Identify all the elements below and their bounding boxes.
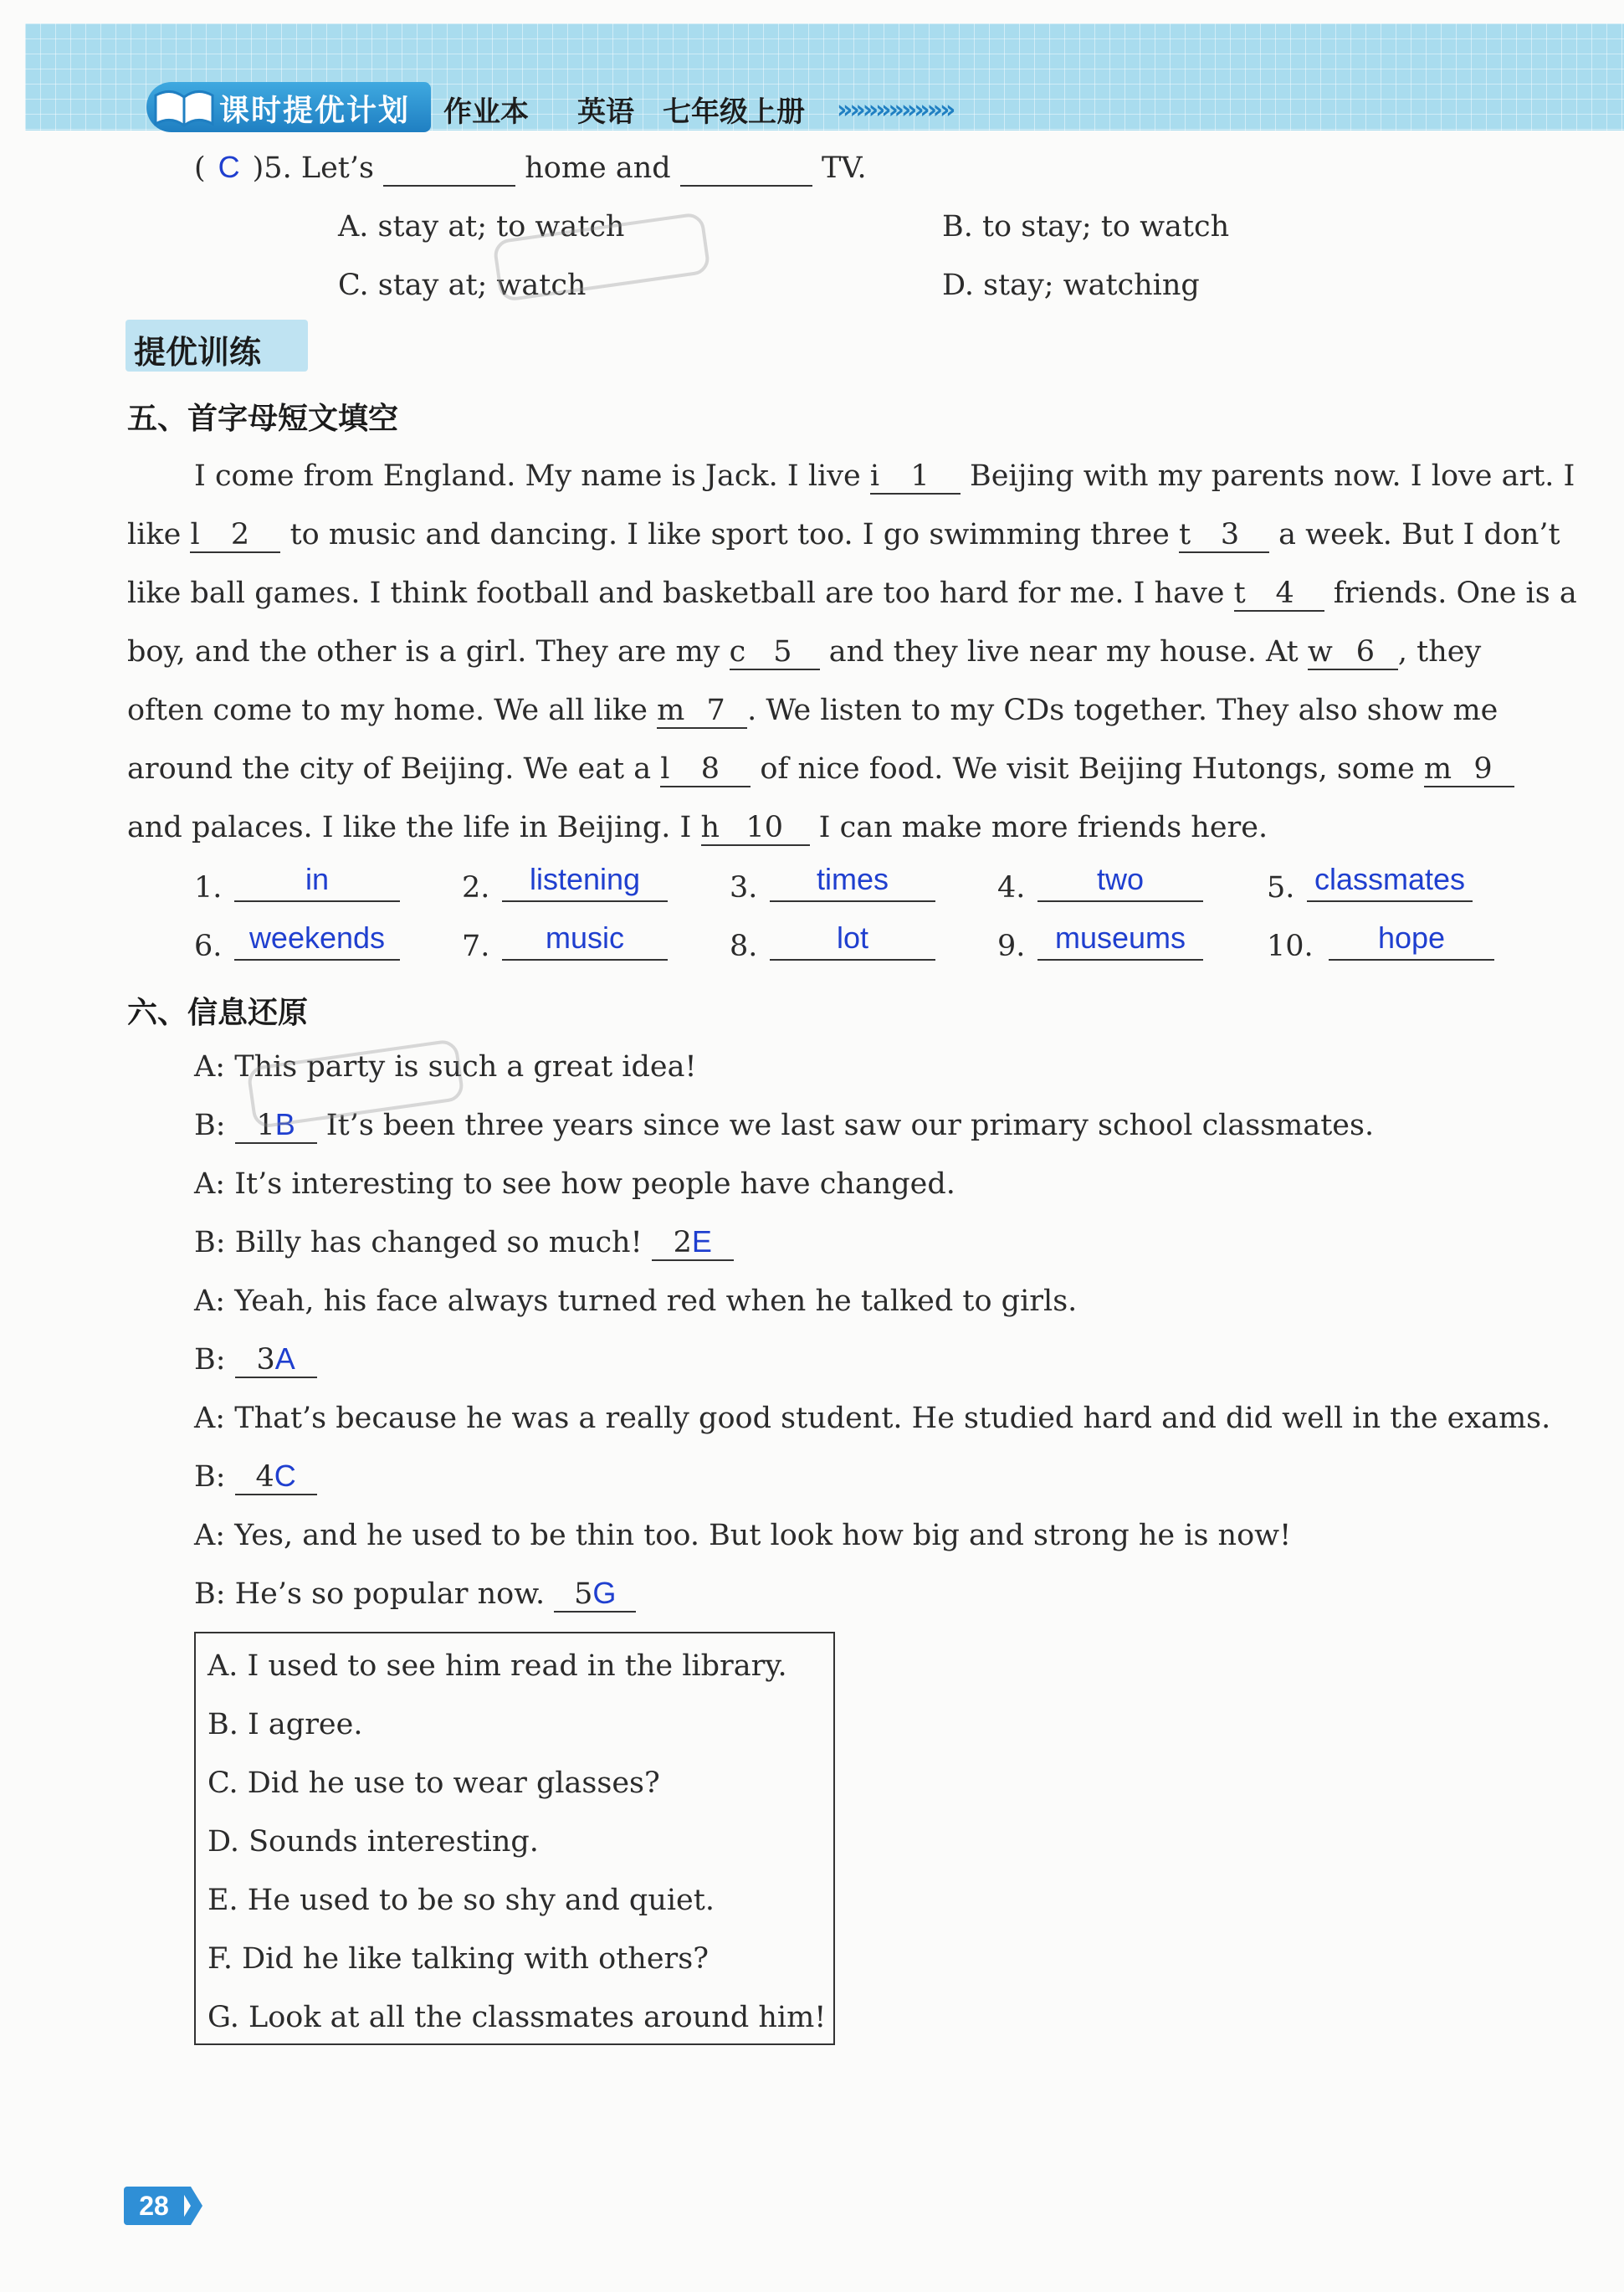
dialogue-blank-2: 2E [652, 1225, 734, 1261]
passage-blank-7: m 7 [657, 695, 747, 729]
answer-label-1: 1. [194, 871, 223, 905]
dialogue-line-9: A: Yes, and he used to be thin too. But look how big and strong he is now! [194, 1519, 1292, 1552]
page-number: 28 [124, 2187, 184, 2225]
passage-line-1: I come from England. My name is Jack. I live i 1 Beijing with my parents now. I love art. I [194, 459, 1575, 493]
answer-label-8: 8. [730, 930, 758, 963]
grade: 七年级上册 [663, 95, 805, 129]
answer-9: museums [1037, 920, 1203, 961]
dialogue-line-6: B: 3A [194, 1342, 317, 1378]
dialogue-blank-5: 5G [554, 1577, 636, 1613]
passage-line-3: like ball games. I think football and basketball are too hard for me. I have t 4 friends. One is a [127, 577, 1577, 610]
passage-blank-10: h 10 [701, 812, 810, 846]
answer-10: hope [1329, 920, 1494, 961]
q5-stem: ( C )5. Let’s home and TV. [194, 150, 867, 185]
dialogue-blank-3: 3A [235, 1342, 317, 1378]
section5-title: 五、首字母短文填空 [127, 402, 399, 436]
passage-blank-8: l 8 [660, 753, 751, 787]
dialogue-line-4: B: Billy has changed so much! 2E [194, 1225, 734, 1261]
dialogue-blank-4: 4C [235, 1459, 317, 1495]
dialogue-blank-1: 1B [235, 1108, 317, 1144]
dialogue-line-2: B: 1B It’s been three years since we last saw our primary school classmates. [194, 1107, 1375, 1142]
answer-3: times [770, 862, 935, 902]
answer-2: listening [502, 862, 668, 902]
passage-blank-4: t 4 [1234, 577, 1324, 612]
passage-blank-3: t 3 [1179, 519, 1269, 553]
dialogue-line-7: A: That’s because he was a really good student. He studied hard and did well in the exams. [194, 1402, 1551, 1435]
answer-label-3: 3. [730, 871, 758, 905]
dialogue-line-10: B: He’s so popular now. 5G [194, 1577, 636, 1613]
book-type: 作业本 [443, 95, 529, 129]
option-f: F. Did he like talking with others? [207, 1942, 710, 1976]
option-a: A. I used to see him read in the library. [207, 1649, 787, 1683]
answer-1: in [234, 862, 400, 902]
answer-label-10: 10. [1267, 930, 1314, 963]
header-arrows: »»»»»»»»» [837, 95, 953, 125]
passage-line-6: around the city of Beijing. We eat a l 8 of nice food. We visit Beijing Hutongs, some m 9 [127, 751, 1514, 787]
page-arrow-icon [179, 2187, 204, 2225]
passage-blank-5: c 5 [730, 636, 820, 670]
q5-answer: C [218, 150, 240, 184]
option-d: D. Sounds interesting. [207, 1825, 539, 1859]
option-e: E. He used to be so shy and quiet. [207, 1884, 715, 1917]
answer-5: classmates [1307, 862, 1473, 902]
answer-label-5: 5. [1267, 871, 1295, 905]
passage-line-2: like l 2 to music and dancing. I like sport too. I go swimming three t 3 a week. But I don’t [127, 518, 1560, 551]
answer-label-9: 9. [997, 930, 1026, 963]
passage-blank-9: m 9 [1424, 753, 1514, 787]
passage-line-4: boy, and the other is a girl. They are my c 5 and they live near my house. At w 6 , they [127, 635, 1482, 669]
answer-4: two [1037, 862, 1203, 902]
option-g: G. Look at all the classmates around him! [207, 2001, 827, 2034]
answer-label-6: 6. [194, 930, 223, 963]
passage-line-5: often come to my home. We all like m 7 . We listen to my CDs together. They also show me [127, 694, 1498, 727]
section6-title: 六、信息还原 [127, 996, 309, 1030]
logo-text: 课时提优计划 [219, 94, 411, 128]
dialogue-line-1: A: This party is such a great idea! [194, 1050, 697, 1084]
passage-blank-6: w 6 [1308, 636, 1398, 670]
q5-option-d: D. stay; watching [942, 269, 1200, 302]
open-book-icon [151, 84, 218, 131]
option-b: B. I agree. [207, 1708, 363, 1741]
dialogue-line-5: A: Yeah, his face always turned red when he talked to girls. [194, 1284, 1078, 1318]
answer-7: music [502, 920, 668, 961]
passage-line-7: and palaces. I like the life in Beijing. I h 10 I can make more friends here. [127, 811, 1268, 844]
q5-option-b: B. to stay; to watch [942, 210, 1230, 244]
answer-label-4: 4. [997, 871, 1026, 905]
answer-label-7: 7. [462, 930, 490, 963]
training-title: 提优训练 [134, 334, 262, 371]
passage-blank-1: i 1 [870, 460, 961, 495]
subject: 英语 [577, 95, 634, 129]
option-c: C. Did he use to wear glasses? [207, 1766, 660, 1800]
q5-option-a: A. stay at; to watch [338, 210, 625, 244]
answer-6: weekends [234, 920, 400, 961]
answer-label-2: 2. [462, 871, 490, 905]
dialogue-line-3: A: It’s interesting to see how people have changed. [194, 1167, 955, 1201]
q5-option-c: C. stay at; watch [338, 269, 587, 302]
dialogue-line-8: B: 4C [194, 1459, 317, 1495]
passage-blank-2: l 2 [190, 519, 280, 553]
answer-8: lot [770, 920, 935, 961]
